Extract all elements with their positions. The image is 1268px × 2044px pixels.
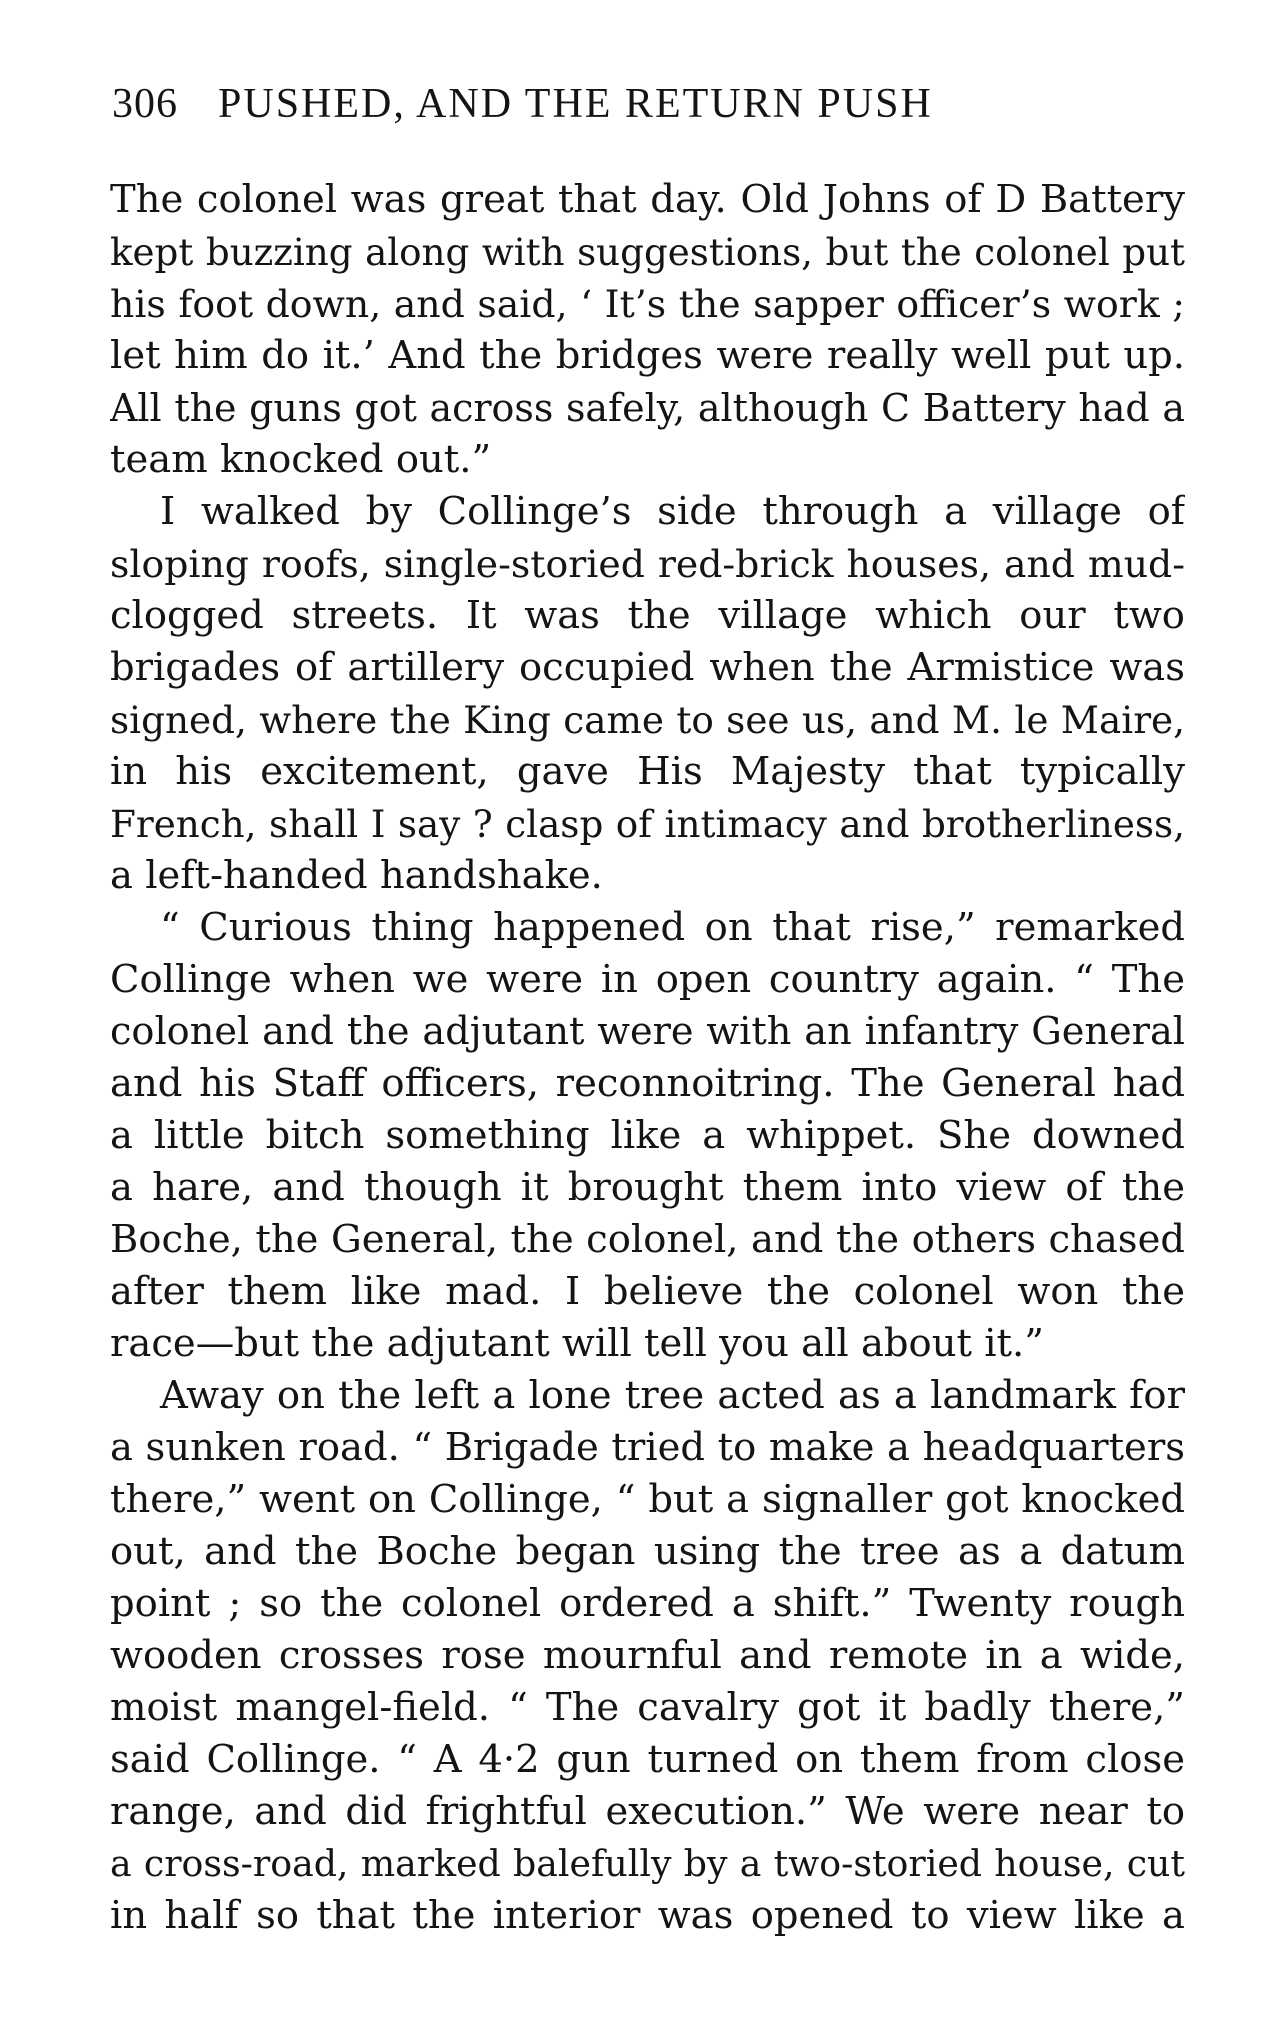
text-line: point ; so the colonel ordered a shift.” Twenty rough: [110, 1581, 1185, 1626]
page-number: 306: [112, 81, 178, 127]
text-line: I walked by Collinge’s side through a village of: [160, 489, 1185, 534]
paragraph: [110, 486, 1185, 902]
text-line: in half so that the interior was opened to view like a: [110, 1893, 1185, 1938]
text-line: and his Staff officers, reconnoitring. The General had: [110, 1061, 1185, 1106]
paragraph: [110, 174, 1185, 486]
text-line: race—but the adjutant will tell you all about it.”: [110, 1321, 1044, 1366]
text-line: a cross-road, marked balefully by a two-storied house, cut: [110, 1842, 1185, 1885]
text-line: range, and did frightful execution.” We were near to: [110, 1789, 1185, 1834]
paragraph: [110, 902, 1185, 1370]
text-line: “ Curious thing happened on that rise,” remarked: [160, 905, 1185, 950]
text-line: All the guns got across safely, although C Battery had a: [110, 386, 1185, 430]
body-text: [110, 174, 1185, 1942]
page-header: [112, 80, 933, 128]
text-line: team knocked out.”: [110, 437, 492, 482]
paragraph: [110, 1370, 1185, 1942]
text-line: sloping roofs, single-storied red-brick houses, and mud-: [110, 542, 1185, 586]
text-line: colonel and the adjutant were with an infantry General: [110, 1009, 1185, 1054]
running-title: PUSHED, AND THE RETURN PUSH: [218, 81, 933, 127]
text-line: said Collinge. “ A 4·2 gun turned on them from close: [110, 1737, 1185, 1782]
text-line: Away on the left a lone tree acted as a landmark for: [160, 1373, 1185, 1418]
text-line: a hare, and though it brought them into view of the: [110, 1165, 1185, 1210]
text-line: Collinge when we were in open country again. “ The: [110, 957, 1185, 1002]
text-line: wooden crosses rose mournful and remote in a wide,: [110, 1633, 1185, 1678]
text-line: out, and the Boche began using the tree as a datum: [110, 1529, 1185, 1574]
text-line: let him do it.’ And the bridges were really well put up.: [110, 333, 1185, 378]
text-line: clogged streets. It was the village which our two: [110, 593, 1185, 638]
text-line: The colonel was great that day. Old Johns of D Battery: [110, 177, 1185, 222]
text-line: his foot down, and said, ‘ It’s the sapper officer’s work ;: [110, 282, 1185, 326]
text-line: kept buzzing along with suggestions, but the colonel put: [110, 230, 1185, 274]
text-line: French, shall I say ? clasp of intimacy and brotherliness,: [110, 802, 1185, 846]
text-line: in his excitement, gave His Majesty that typically: [110, 749, 1185, 794]
text-line: there,” went on Collinge, “ but a signaller got knocked: [110, 1477, 1185, 1522]
text-line: Boche, the General, the colonel, and the others chased: [110, 1217, 1185, 1262]
text-line: signed, where the King came to see us, and M. le Maire,: [110, 698, 1185, 742]
text-line: moist mangel-field. “ The cavalry got it badly there,”: [110, 1685, 1185, 1730]
text-line: a little bitch something like a whippet. She downed: [110, 1113, 1185, 1158]
text-line: after them like mad. I believe the colonel won the: [110, 1269, 1185, 1314]
text-line: a left-handed handshake.: [110, 853, 603, 898]
text-line: a sunken road. “ Brigade tried to make a headquarters: [110, 1425, 1185, 1470]
text-line: brigades of artillery occupied when the Armistice was: [110, 645, 1185, 690]
